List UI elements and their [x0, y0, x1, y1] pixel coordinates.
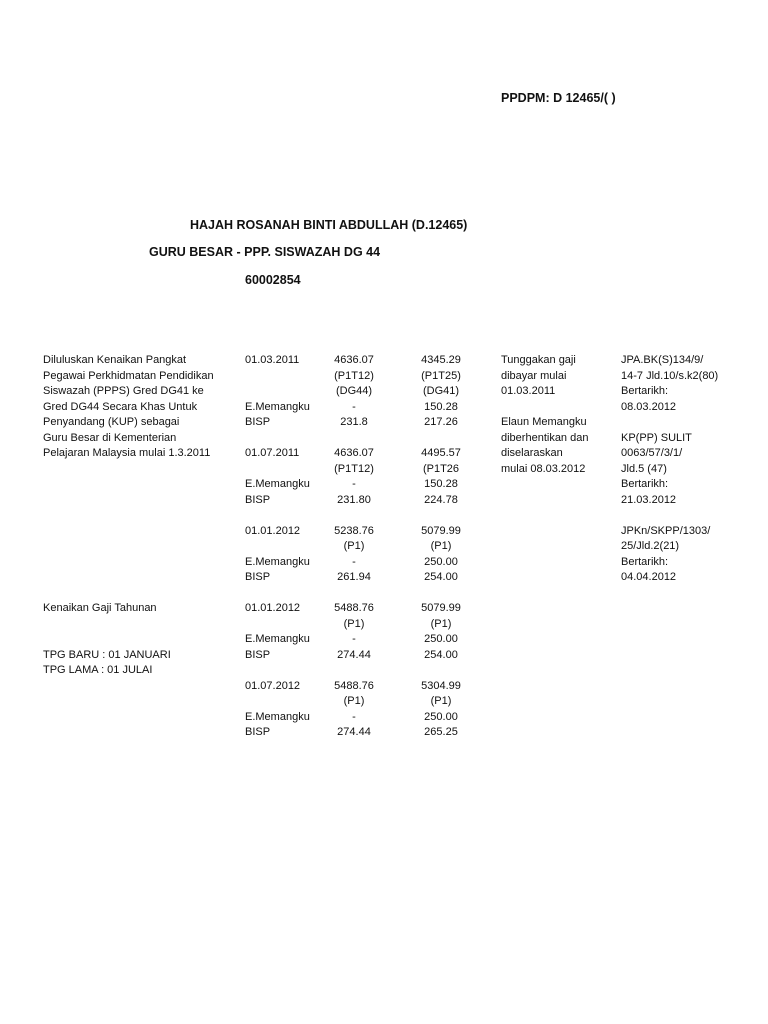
- text-line: 254.00: [424, 571, 458, 583]
- text-line: mulai 08.03.2012: [501, 462, 586, 475]
- text-line: 01.03.2011: [501, 385, 556, 397]
- text-line: [320, 508, 388, 524]
- text-line: Pegawai Perkhidmatan Pendidikan: [43, 369, 214, 382]
- text-line: (P1): [343, 695, 365, 707]
- dates-column: [245, 353, 310, 741]
- text-line: [406, 586, 476, 602]
- text-line: 4636.07: [334, 354, 374, 366]
- text-line: dibayar mulai: [501, 369, 567, 382]
- text-line: [406, 663, 476, 679]
- person-name: HAJAH ROSANAH BINTI ABDULLAH (D.12465): [190, 218, 468, 232]
- text-line: 5238.76: [334, 524, 374, 537]
- text-line: JPKn/SKPP/1303/: [621, 524, 711, 537]
- text-line: -: [352, 633, 356, 645]
- text-line: Bertarikh:: [621, 555, 669, 568]
- text-line: [406, 431, 476, 447]
- text-line: 5079.99: [421, 524, 461, 537]
- text-line: [43, 617, 171, 633]
- text-line: [245, 431, 310, 447]
- text-line: [245, 694, 310, 710]
- text-line: 274.44: [337, 726, 371, 738]
- text-line: Diluluskan Kenaikan Pangkat: [43, 354, 187, 366]
- text-line: -: [352, 555, 356, 568]
- text-line: 265.25: [424, 726, 458, 738]
- text-line: [245, 663, 310, 679]
- text-line: Pelajaran Malaysia mulai 1.3.2011: [43, 447, 211, 459]
- text-line: [501, 400, 588, 416]
- text-line: 04.04.2012: [621, 571, 677, 583]
- text-line: E.Memangku: [245, 710, 310, 723]
- text-line: 01.01.2012: [245, 524, 301, 537]
- text-line: (P1T12): [334, 462, 374, 475]
- text-line: 150.28: [424, 478, 458, 490]
- text-line: 14-7 Jld.10/s.k2(80): [621, 369, 719, 382]
- text-line: 261.94: [337, 571, 371, 583]
- text-line: [245, 369, 310, 385]
- annual-increment-block: [43, 601, 171, 679]
- text-line: 250.00: [424, 555, 458, 568]
- text-line: [320, 586, 388, 602]
- text-line: TPG LAMA : 01 JULAI: [43, 664, 153, 676]
- text-line: BISP: [245, 726, 271, 738]
- text-line: [320, 663, 388, 679]
- text-line: [245, 617, 310, 633]
- text-line: 250.00: [424, 633, 458, 645]
- text-line: Gred DG44 Secara Khas Untuk: [43, 400, 198, 413]
- text-line: 21.03.2012: [621, 493, 677, 506]
- text-line: 4345.29: [421, 354, 461, 366]
- text-line: (P1T25): [421, 369, 461, 382]
- text-line: E.Memangku: [245, 400, 310, 413]
- text-line: BISP: [245, 648, 271, 661]
- text-line: 4636.07: [334, 447, 374, 459]
- text-line: (P1): [430, 540, 452, 552]
- text-line: 231.8: [340, 416, 368, 428]
- text-line: TPG BARU : 01 JANUARI: [43, 648, 171, 661]
- text-line: (P1): [430, 695, 452, 707]
- text-line: E.Memangku: [245, 555, 310, 568]
- text-line: 0063/57/3/1/: [621, 447, 683, 459]
- text-line: Elaun Memangku: [501, 416, 587, 428]
- text-line: 4495.57: [421, 447, 461, 459]
- text-line: [43, 632, 171, 648]
- text-line: [245, 462, 310, 478]
- text-line: Kenaikan Gaji Tahunan: [43, 602, 157, 614]
- text-line: E.Memangku: [245, 633, 310, 645]
- text-line: [621, 508, 718, 524]
- old-salary-column: [406, 353, 476, 741]
- text-line: (P1): [343, 540, 365, 552]
- text-line: 274.44: [337, 648, 371, 661]
- text-line: 01.01.2012: [245, 602, 301, 614]
- text-line: 217.26: [424, 416, 458, 428]
- text-line: 25/Jld.2(21): [621, 540, 680, 552]
- text-line: 231.80: [337, 493, 371, 506]
- description-block: [43, 353, 214, 462]
- text-line: (P1): [430, 617, 452, 630]
- person-position: GURU BESAR - PPP. SISWAZAH DG 44: [149, 245, 381, 259]
- text-line: -: [352, 400, 356, 413]
- text-line: [320, 431, 388, 447]
- text-line: -: [352, 478, 356, 490]
- text-line: 5304.99: [421, 679, 461, 692]
- text-line: [245, 508, 310, 524]
- text-line: 01.07.2012: [245, 679, 301, 692]
- text-line: 254.00: [424, 648, 458, 661]
- remarks-column: [501, 353, 588, 477]
- text-line: Bertarikh:: [621, 478, 669, 490]
- references-column: [621, 353, 718, 586]
- text-line: (DG44): [335, 385, 373, 397]
- text-line: Siswazah (PPPS) Gred DG41 ke: [43, 385, 204, 397]
- text-line: 08.03.2012: [621, 400, 677, 413]
- text-line: Jld.5 (47): [621, 462, 667, 475]
- text-line: BISP: [245, 571, 271, 583]
- text-line: (DG41): [422, 385, 460, 397]
- text-line: 5488.76: [334, 602, 374, 614]
- person-id-number: 60002854: [245, 273, 301, 287]
- text-line: 5488.76: [334, 679, 374, 692]
- text-line: Tunggakan gaji: [501, 354, 576, 366]
- text-line: E.Memangku: [245, 478, 310, 490]
- text-line: JPA.BK(S)134/9/: [621, 354, 704, 366]
- text-line: 224.78: [424, 493, 458, 506]
- text-line: [245, 384, 310, 400]
- text-line: BISP: [245, 416, 271, 428]
- text-line: 01.07.2011: [245, 447, 300, 459]
- text-line: -: [352, 710, 356, 723]
- text-line: Penyandang (KUP) sebagai: [43, 416, 180, 428]
- text-line: diberhentikan dan: [501, 431, 589, 444]
- text-line: [621, 415, 718, 431]
- text-line: BISP: [245, 493, 271, 506]
- text-line: Guru Besar di Kementerian: [43, 431, 177, 444]
- reference-number: PPDPM: D 12465/( ): [501, 91, 616, 105]
- text-line: Bertarikh:: [621, 385, 669, 397]
- text-line: diselaraskan: [501, 447, 563, 459]
- text-line: 150.28: [424, 400, 458, 413]
- text-line: [245, 539, 310, 555]
- text-line: KP(PP) SULIT: [621, 431, 692, 444]
- text-line: [245, 586, 310, 602]
- text-line: 5079.99: [421, 602, 461, 614]
- new-salary-column: [320, 353, 388, 741]
- text-line: (P1T26: [422, 462, 460, 475]
- text-line: 01.03.2011: [245, 354, 300, 366]
- text-line: [406, 508, 476, 524]
- text-line: (P1T12): [334, 369, 374, 382]
- text-line: (P1): [343, 617, 365, 630]
- text-line: 250.00: [424, 710, 458, 723]
